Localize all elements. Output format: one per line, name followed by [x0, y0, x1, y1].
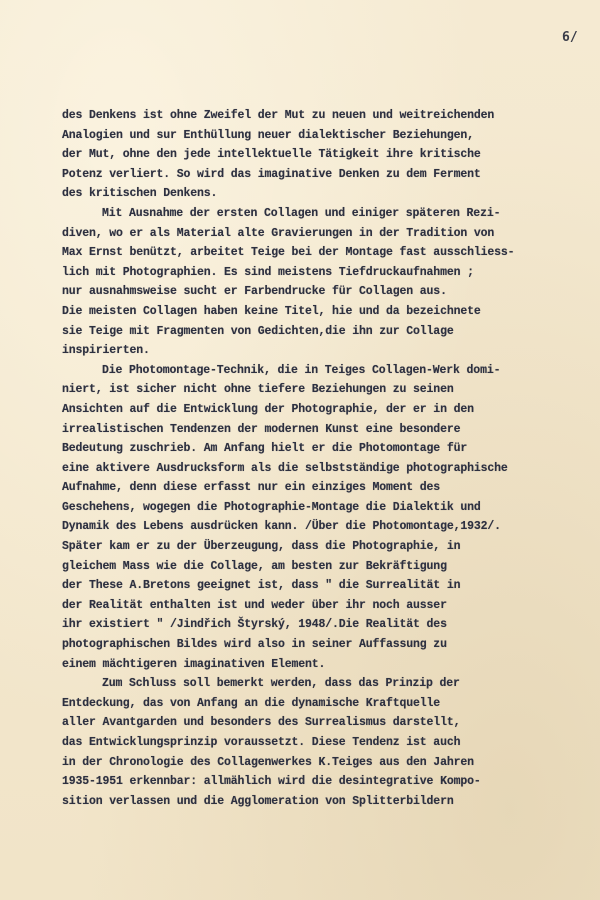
text-line: diven, wo er als Material alte Gravierungen in der Tradition von	[62, 226, 495, 240]
text-line: Später kam er zu der Überzeugung, dass die Photographie, in	[62, 540, 461, 554]
text-line: in der Chronologie des Collagenwerkes K.Teiges aus den Jahren	[62, 755, 474, 769]
text-line: Aufnahme, denn diese erfasst nur ein einziges Moment des	[62, 481, 441, 495]
text-line: Dynamik des Lebens ausdrücken kann. /Über die Photomontage,1932/.	[62, 520, 501, 534]
text-line: lich mit Photographien. Es sind meistens Tiefdruckaufnahmen ;	[62, 265, 474, 279]
text-line: photographischen Bildes wird also in seiner Auffassung zu	[62, 638, 447, 652]
text-line: sie Teige mit Fragmenten von Gedichten,die ihn zur Collage	[62, 324, 454, 338]
body-text	[62, 106, 582, 811]
text-line: das Entwicklungsprinzip voraussetzt. Diese Tendenz ist auch	[62, 736, 461, 749]
text-line: des kritischen Denkens.	[62, 187, 218, 201]
text-line: niert, ist sicher nicht ohne tiefere Beziehungen zu seinen	[62, 383, 454, 397]
text-line: Geschehens, wogegen die Photographie-Montage die Dialektik und	[62, 500, 481, 514]
text-line: Zum Schluss soll bemerkt werden, dass das Prinzip der	[102, 677, 460, 691]
text-line: Ansichten auf die Entwicklung der Photographie, der er in den	[62, 402, 474, 416]
text-line: inspirierten.	[62, 344, 150, 358]
text-line: irrealistischen Tendenzen der modernen Kunst eine besondere	[62, 422, 461, 436]
text-line: des Denkens ist ohne Zweifel der Mut zu neuen und weitreichenden	[62, 109, 495, 122]
text-line: Max Ernst benützt, arbeitet Teige bei der Montage fast ausschliess-	[62, 246, 515, 260]
text-line: der These A.Bretons geeignet ist, dass " die Surrealität in	[62, 579, 461, 593]
text-line: Mit Ausnahme der ersten Collagen und einiger späteren Rezi-	[102, 206, 501, 220]
text-line: Potenz verliert. So wird das imaginative Denken zu dem Ferment	[62, 167, 481, 181]
text-line: der Realität enthalten ist und weder über ihr noch ausser	[62, 598, 447, 612]
text-line: ihr existiert " /Jindřich Štyrský, 1948/.Die Realität des	[62, 618, 447, 632]
text-line: gleichem Mass wie die Collage, am besten zur Bekräftigung	[62, 559, 447, 573]
text-line: eine aktivere Ausdrucksform als die selbstständige photographische	[62, 461, 508, 475]
text-line: Bedeutung zuschrieb. Am Anfang hielt er die Photomontage für	[62, 442, 468, 456]
text-line: sition verlassen und die Agglomeration von Splitterbildern	[62, 794, 454, 808]
text-line: Die meisten Collagen haben keine Titel, hie und da bezeichnete	[62, 304, 481, 318]
text-line: nur ausnahmsweise sucht er Farbendrucke für Collagen aus.	[62, 285, 447, 299]
text-line: einem mächtigeren imaginativen Element.	[62, 657, 326, 671]
text-line: der Mut, ohne den jede intellektuelle Tätigkeit ihre kritische	[62, 148, 481, 162]
text-line: Analogien und sur Enthüllung neuer dialektischer Beziehungen,	[62, 128, 474, 142]
text-line: aller Avantgarden und besonders des Surrealismus darstellt,	[62, 716, 461, 730]
text-line: 1935-1951 erkennbar: allmählich wird die desintegrative Kompo-	[62, 775, 481, 789]
text-line: Entdeckung, das von Anfang an die dynamische Kraftquelle	[62, 696, 441, 710]
text-line: Die Photomontage-Technik, die in Teiges Collagen-Werk domi-	[102, 363, 501, 377]
page-number: 6/	[562, 30, 578, 45]
